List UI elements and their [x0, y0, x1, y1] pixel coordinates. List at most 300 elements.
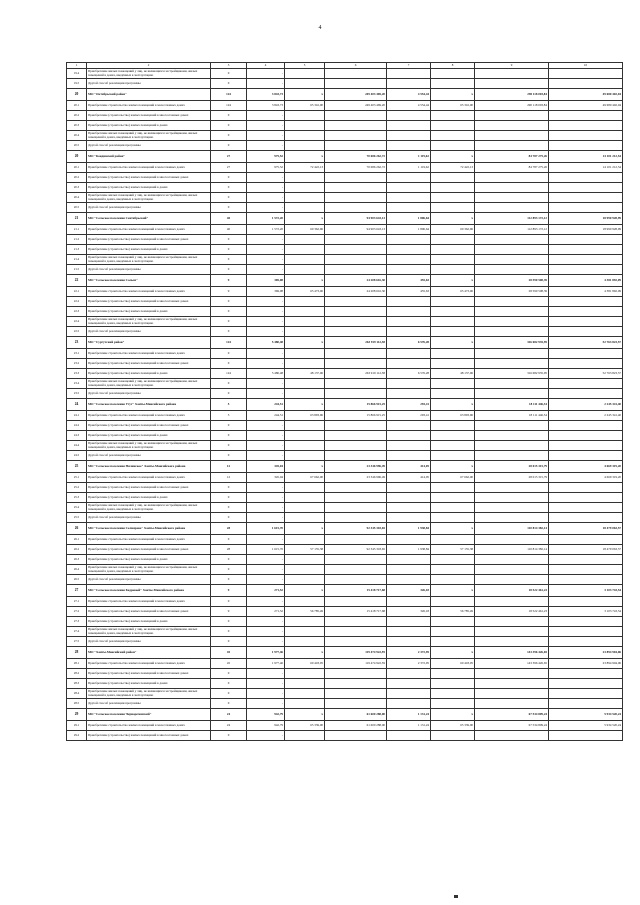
- value-cell: [431, 183, 475, 193]
- value-cell: [549, 235, 623, 245]
- row-number-cell: 24.5: [67, 451, 87, 461]
- value-cell: 263 919 112,38: [325, 337, 387, 349]
- value-cell: 0: [211, 597, 247, 607]
- value-cell: [475, 245, 549, 255]
- row-number-cell: 22: [67, 275, 87, 287]
- row-name-cell: Приобретение (строительство) жилых помещений в многоэтажных домах: [87, 235, 211, 245]
- row-name-cell: Приобретение (строительство) жилых помещений в многоэтажных домах: [87, 731, 211, 741]
- value-cell: [475, 441, 549, 451]
- value-cell: [431, 173, 475, 183]
- value-cell: 0: [211, 173, 247, 183]
- value-cell: -: [247, 349, 285, 359]
- value-cell: -: [247, 183, 285, 193]
- row-name-cell: Приобретение (строительство) жилых помещений в домах: [87, 679, 211, 689]
- value-cell: [475, 297, 549, 307]
- value-cell: [285, 555, 325, 565]
- value-cell: 23 346 996,49: [325, 461, 387, 473]
- value-cell: [387, 421, 431, 431]
- row-name-cell: Другой способ реализации программы: [87, 389, 211, 399]
- item-row: [67, 731, 623, 741]
- value-cell: [325, 689, 387, 699]
- value-cell: [431, 441, 475, 451]
- value-cell: [387, 493, 431, 503]
- value-cell: [387, 431, 431, 441]
- value-cell: [285, 297, 325, 307]
- value-cell: [325, 327, 387, 337]
- value-cell: 23 894 904,06: [549, 647, 623, 659]
- value-cell: x: [431, 275, 475, 287]
- value-cell: [475, 69, 549, 79]
- row-number-cell: 28.2: [67, 669, 87, 679]
- value-cell: 244,51: [247, 399, 285, 411]
- value-cell: 5: [211, 411, 247, 421]
- value-cell: 0: [211, 565, 247, 575]
- value-cell: 119 474 922,59: [325, 659, 387, 669]
- value-cell: [431, 637, 475, 647]
- value-cell: 3 843,73: [247, 101, 285, 111]
- value-cell: 124: [211, 369, 247, 379]
- value-cell: 1 615,70: [247, 523, 285, 535]
- value-cell: [387, 597, 431, 607]
- value-cell: 1 572,20: [247, 213, 285, 225]
- row-name-cell: Приобретение жилых помещений у лиц, не являющихся застройщиками, жилых помещений в домах, введённых в эксплуатацию: [87, 255, 211, 265]
- value-cell: 4 669 319,20: [549, 473, 623, 483]
- value-cell: [325, 245, 387, 255]
- row-number-cell: 28.5: [67, 699, 87, 709]
- item-row: [67, 669, 623, 679]
- value-cell: [549, 637, 623, 647]
- value-cell: 12: [211, 461, 247, 473]
- value-cell: [387, 689, 431, 699]
- value-cell: 0: [211, 679, 247, 689]
- value-cell: [431, 421, 475, 431]
- value-cell: 65 339,00: [431, 721, 475, 731]
- row-name-cell: МО "Сельское поселение Кедровый" Ханты-Мансийского района: [87, 585, 211, 597]
- row-name-cell: Другой способ реализации программы: [87, 637, 211, 647]
- value-cell: 15 418 717,68: [325, 585, 387, 597]
- row-name-cell: Приобретение жилых помещений у лиц, не являющихся застройщиками, жилых помещений в домах, введённых в эксплуатацию: [87, 627, 211, 637]
- value-cell: -: [247, 731, 285, 741]
- value-cell: x: [285, 709, 325, 721]
- value-cell: 345,04: [247, 461, 285, 473]
- item-row: [67, 679, 623, 689]
- value-cell: [325, 317, 387, 327]
- value-cell: [549, 699, 623, 709]
- value-cell: -: [247, 69, 285, 79]
- value-cell: [325, 627, 387, 637]
- value-cell: [387, 297, 431, 307]
- value-cell: [431, 679, 475, 689]
- value-cell: -: [247, 421, 285, 431]
- value-cell: [387, 307, 431, 317]
- value-cell: 24 208 616,30: [325, 275, 387, 287]
- value-cell: [431, 203, 475, 213]
- value-cell: 0: [211, 183, 247, 193]
- value-cell: 65 316,00: [285, 101, 325, 111]
- row-number-cell: 26.1: [67, 535, 87, 545]
- value-cell: [549, 513, 623, 523]
- value-cell: [387, 131, 431, 141]
- value-cell: 72 422,13: [285, 163, 325, 173]
- value-cell: [387, 637, 431, 647]
- value-cell: 975,52: [247, 151, 285, 163]
- value-cell: [431, 565, 475, 575]
- value-cell: 67 662,00: [431, 473, 475, 483]
- value-cell: 2 245 341,40: [549, 411, 623, 421]
- value-cell: [387, 389, 431, 399]
- value-cell: 5 934 520,24: [549, 709, 623, 721]
- row-name-cell: МО "Октябрьский район": [87, 89, 211, 101]
- value-cell: [325, 235, 387, 245]
- value-cell: [325, 451, 387, 461]
- item-row: [67, 721, 623, 731]
- item-row: [67, 255, 623, 265]
- value-cell: 6 576,28: [387, 369, 431, 379]
- group-row: [67, 213, 623, 225]
- row-number-cell: 19.4: [67, 69, 87, 79]
- value-cell: 112 893 172,12: [475, 225, 549, 235]
- row-number-cell: 21.5: [67, 265, 87, 275]
- value-cell: [285, 503, 325, 513]
- value-cell: [475, 669, 549, 679]
- value-cell: [475, 451, 549, 461]
- row-name-cell: Другой способ реализации программы: [87, 141, 211, 151]
- value-cell: [325, 493, 387, 503]
- row-name-cell: Другой способ реализации программы: [87, 513, 211, 523]
- value-cell: 942,79: [247, 721, 285, 731]
- row-number-cell: 25.3: [67, 493, 87, 503]
- value-cell: [325, 173, 387, 183]
- item-row: [67, 451, 623, 461]
- value-cell: [431, 255, 475, 265]
- value-cell: [475, 421, 549, 431]
- value-cell: [387, 679, 431, 689]
- row-number-cell: 26: [67, 523, 87, 535]
- value-cell: [549, 183, 623, 193]
- value-cell: [285, 493, 325, 503]
- value-cell: [387, 483, 431, 493]
- value-cell: 1 615,70: [247, 545, 285, 555]
- value-cell: [475, 575, 549, 585]
- row-name-cell: Приобретение жилых помещений у лиц, не являющихся застройщиками, жилых помещений в домах, введённых в эксплуатацию: [87, 503, 211, 513]
- row-name-cell: Приобретение строительство жилых помещений в малоэтажных домах: [87, 535, 211, 545]
- value-cell: 4 554,44: [387, 89, 431, 101]
- item-row: [67, 111, 623, 121]
- item-row: [67, 79, 623, 89]
- page-mark: [454, 895, 458, 898]
- row-name-cell: Приобретение (строительство) жилых помещений в многоэтажных домах: [87, 545, 211, 555]
- value-cell: [475, 307, 549, 317]
- value-cell: [387, 245, 431, 255]
- value-cell: -: [247, 173, 285, 183]
- value-cell: 110 814 382,14: [475, 523, 549, 535]
- value-cell: [285, 317, 325, 327]
- header-cell: 3: [211, 63, 247, 69]
- value-cell: [431, 349, 475, 359]
- row-number-cell: 21.1: [67, 225, 87, 235]
- value-cell: 0: [211, 327, 247, 337]
- value-cell: [549, 255, 623, 265]
- item-row: [67, 535, 623, 545]
- row-number-cell: 27.2: [67, 607, 87, 617]
- value-cell: [387, 379, 431, 389]
- row-name-cell: МО "Сельское поселение Нялинское" Ханты-Мансийского района: [87, 461, 211, 473]
- value-cell: [475, 327, 549, 337]
- value-cell: 143 396 426,65: [475, 647, 549, 659]
- value-cell: x: [285, 151, 325, 163]
- value-cell: [387, 575, 431, 585]
- value-cell: 28 015 315,79: [475, 473, 549, 483]
- value-cell: [549, 327, 623, 337]
- value-cell: [475, 235, 549, 245]
- value-cell: [475, 317, 549, 327]
- value-cell: [475, 131, 549, 141]
- item-row: [67, 203, 623, 213]
- row-name-cell: Приобретение строительство жилых помещений в малоэтажных домах: [87, 163, 211, 173]
- row-number-cell: 20.1: [67, 101, 87, 111]
- row-number-cell: 27.3: [67, 617, 87, 627]
- value-cell: 326,18: [387, 585, 431, 597]
- value-cell: [387, 121, 431, 131]
- value-cell: 4 554,44: [387, 101, 431, 111]
- value-cell: [549, 483, 623, 493]
- row-name-cell: Приобретение строительство жилых помещений в малоэтажных домах: [87, 597, 211, 607]
- item-row: [67, 441, 623, 451]
- item-row: [67, 379, 623, 389]
- value-cell: 0: [211, 235, 247, 245]
- group-row: [67, 647, 623, 659]
- value-cell: [285, 597, 325, 607]
- value-cell: [549, 111, 623, 121]
- value-cell: [387, 173, 431, 183]
- value-cell: [431, 493, 475, 503]
- value-cell: [549, 679, 623, 689]
- row-name-cell: Приобретение жилых помещений у лиц, не являющихся застройщиками, жилых помещений в домах, введённых в эксплуатацию: [87, 193, 211, 203]
- row-name-cell: Приобретение жилых помещений у лиц, не являющихся застройщиками, жилых помещений в домах, введённых в эксплуатацию: [87, 131, 211, 141]
- value-cell: 94 903 643,13: [325, 213, 387, 225]
- value-cell: 45: [211, 647, 247, 659]
- row-number-cell: 20.2: [67, 173, 87, 183]
- value-cell: [285, 535, 325, 545]
- value-cell: [325, 307, 387, 317]
- value-cell: 67 534 809,24: [475, 709, 549, 721]
- value-cell: [325, 731, 387, 741]
- item-row: [67, 101, 623, 111]
- value-cell: [285, 617, 325, 627]
- value-cell: x: [431, 89, 475, 101]
- value-cell: [285, 637, 325, 647]
- value-cell: [475, 359, 549, 369]
- value-cell: x: [285, 275, 325, 287]
- value-cell: -: [247, 193, 285, 203]
- row-name-cell: Приобретение (строительство) жилых помещений в многоэтажных домах: [87, 173, 211, 183]
- item-row: [67, 689, 623, 699]
- value-cell: 0: [211, 689, 247, 699]
- row-number-cell: 24.1: [67, 411, 87, 421]
- value-cell: [549, 121, 623, 131]
- value-cell: 2 372,95: [387, 659, 431, 669]
- value-cell: 0: [211, 699, 247, 709]
- value-cell: -: [247, 235, 285, 245]
- value-cell: -: [247, 555, 285, 565]
- value-cell: [325, 121, 387, 131]
- value-cell: [431, 389, 475, 399]
- value-cell: [325, 503, 387, 513]
- value-cell: [431, 689, 475, 699]
- header-cell: 6: [325, 63, 387, 69]
- value-cell: x: [431, 337, 475, 349]
- value-cell: 24: [211, 709, 247, 721]
- row-number-cell: 29.2: [67, 731, 87, 741]
- row-name-cell: Приобретение жилых помещений у лиц, не являющихся застройщиками, жилых помещений в домах, введённых в эксплуатацию: [87, 379, 211, 389]
- group-row: [67, 275, 623, 287]
- value-cell: [549, 297, 623, 307]
- value-cell: -: [247, 565, 285, 575]
- value-cell: [549, 203, 623, 213]
- value-cell: 56 785,49: [285, 607, 325, 617]
- value-cell: 290 118 003,84: [475, 101, 549, 111]
- value-cell: 0: [211, 79, 247, 89]
- row-name-cell: Другой способ реализации программы: [87, 699, 211, 709]
- value-cell: 271,52: [247, 607, 285, 617]
- item-row: [67, 565, 623, 575]
- row-number-cell: 22.2: [67, 297, 87, 307]
- row-number-cell: 21.2: [67, 235, 87, 245]
- value-cell: -: [247, 79, 285, 89]
- value-cell: -: [247, 637, 285, 647]
- value-cell: 0: [211, 421, 247, 431]
- row-number-cell: 25.4: [67, 503, 87, 513]
- value-cell: 2 372,95: [387, 647, 431, 659]
- value-cell: [387, 183, 431, 193]
- value-cell: 70 686 262,72: [325, 151, 387, 163]
- value-cell: [431, 431, 475, 441]
- value-cell: [325, 535, 387, 545]
- row-name-cell: Приобретение (строительство) жилых помещений в многоэтажных домах: [87, 607, 211, 617]
- value-cell: 27: [211, 163, 247, 173]
- item-row: [67, 431, 623, 441]
- value-cell: -: [247, 131, 285, 141]
- value-cell: 61 600 288,00: [325, 721, 387, 731]
- value-cell: 293,41: [387, 411, 431, 421]
- value-cell: -: [247, 327, 285, 337]
- value-cell: [431, 597, 475, 607]
- value-cell: 0: [211, 245, 247, 255]
- value-cell: [431, 141, 475, 151]
- row-number-cell: 21.4: [67, 255, 87, 265]
- value-cell: [285, 193, 325, 203]
- row-name-cell: Приобретение (строительство) жилых помещений в домах: [87, 183, 211, 193]
- row-name-cell: Приобретение (строительство) жилых помещений в многоэтажных домах: [87, 421, 211, 431]
- row-number-cell: 27.4: [67, 627, 87, 637]
- item-row: [67, 265, 623, 275]
- item-row: [67, 297, 623, 307]
- value-cell: [285, 441, 325, 451]
- value-cell: 0: [211, 617, 247, 627]
- item-row: [67, 473, 623, 483]
- value-cell: [475, 483, 549, 493]
- value-cell: [431, 503, 475, 513]
- value-cell: 0: [211, 483, 247, 493]
- value-cell: x: [285, 585, 325, 597]
- row-number-cell: 21: [67, 213, 87, 225]
- value-cell: 124: [211, 101, 247, 111]
- housing-program-table: [66, 62, 623, 741]
- value-cell: -: [247, 359, 285, 369]
- value-cell: [387, 265, 431, 275]
- value-cell: 92 345 318,65: [325, 545, 387, 555]
- value-cell: [285, 513, 325, 523]
- row-name-cell: Другой способ реализации программы: [87, 575, 211, 585]
- value-cell: 1 977,46: [247, 659, 285, 669]
- value-cell: [549, 349, 623, 359]
- value-cell: [549, 441, 623, 451]
- value-cell: [285, 431, 325, 441]
- value-cell: 112 893 172,12: [475, 213, 549, 225]
- value-cell: [285, 79, 325, 89]
- row-number-cell: 26.2: [67, 545, 87, 555]
- row-name-cell: Приобретение строительство жилых помещений в малоэтажных домах: [87, 287, 211, 297]
- value-cell: x: [431, 461, 475, 473]
- value-cell: x: [285, 461, 325, 473]
- value-cell: 9: [211, 607, 247, 617]
- value-cell: 326,18: [387, 607, 431, 617]
- value-cell: 6 576,28: [387, 337, 431, 349]
- item-row: [67, 575, 623, 585]
- row-number-cell: 26.3: [67, 555, 87, 565]
- row-number-cell: 22.4: [67, 317, 87, 327]
- value-cell: [325, 79, 387, 89]
- row-number-cell: 23.5: [67, 389, 87, 399]
- row-name-cell: МО "Сургутский район": [87, 337, 211, 349]
- row-number-cell: 22.5: [67, 327, 87, 337]
- value-cell: [285, 111, 325, 121]
- value-cell: x: [285, 647, 325, 659]
- row-name-cell: МО "Ханты-Мансийский район": [87, 647, 211, 659]
- row-name-cell: Приобретение строительство жилых помещений в малоэтажных домах: [87, 473, 211, 483]
- row-name-cell: МО "Сельское поселение Салым": [87, 275, 211, 287]
- value-cell: 65 339,00: [285, 721, 325, 731]
- value-cell: 4 381 892,09: [549, 275, 623, 287]
- value-cell: [549, 173, 623, 183]
- header-cell: 2: [87, 63, 211, 69]
- value-cell: [387, 555, 431, 565]
- row-number-cell: 19.5: [67, 79, 87, 89]
- value-cell: 18 479 063,57: [549, 545, 623, 555]
- value-cell: [549, 389, 623, 399]
- value-cell: 18 522 461,23: [475, 607, 549, 617]
- value-cell: 0: [211, 131, 247, 141]
- row-number-cell: 20.1: [67, 163, 87, 173]
- row-number-cell: 26.4: [67, 565, 87, 575]
- value-cell: 18 990 928,99: [549, 225, 623, 235]
- header-cell: 5: [285, 63, 325, 69]
- value-cell: x: [431, 151, 475, 163]
- row-number-cell: 22.3: [67, 307, 87, 317]
- value-cell: [285, 255, 325, 265]
- value-cell: 84 787 275,26: [475, 163, 549, 173]
- value-cell: [475, 689, 549, 699]
- value-cell: 56 785,49: [431, 607, 475, 617]
- row-name-cell: Приобретение (строительство) жилых помещений в многоэтажных домах: [87, 669, 211, 679]
- value-cell: [431, 359, 475, 369]
- value-cell: 0: [211, 265, 247, 275]
- value-cell: x: [431, 399, 475, 411]
- value-cell: 94 903 643,13: [325, 225, 387, 235]
- value-cell: [549, 597, 623, 607]
- group-row: [67, 151, 623, 163]
- value-cell: 0: [211, 627, 247, 637]
